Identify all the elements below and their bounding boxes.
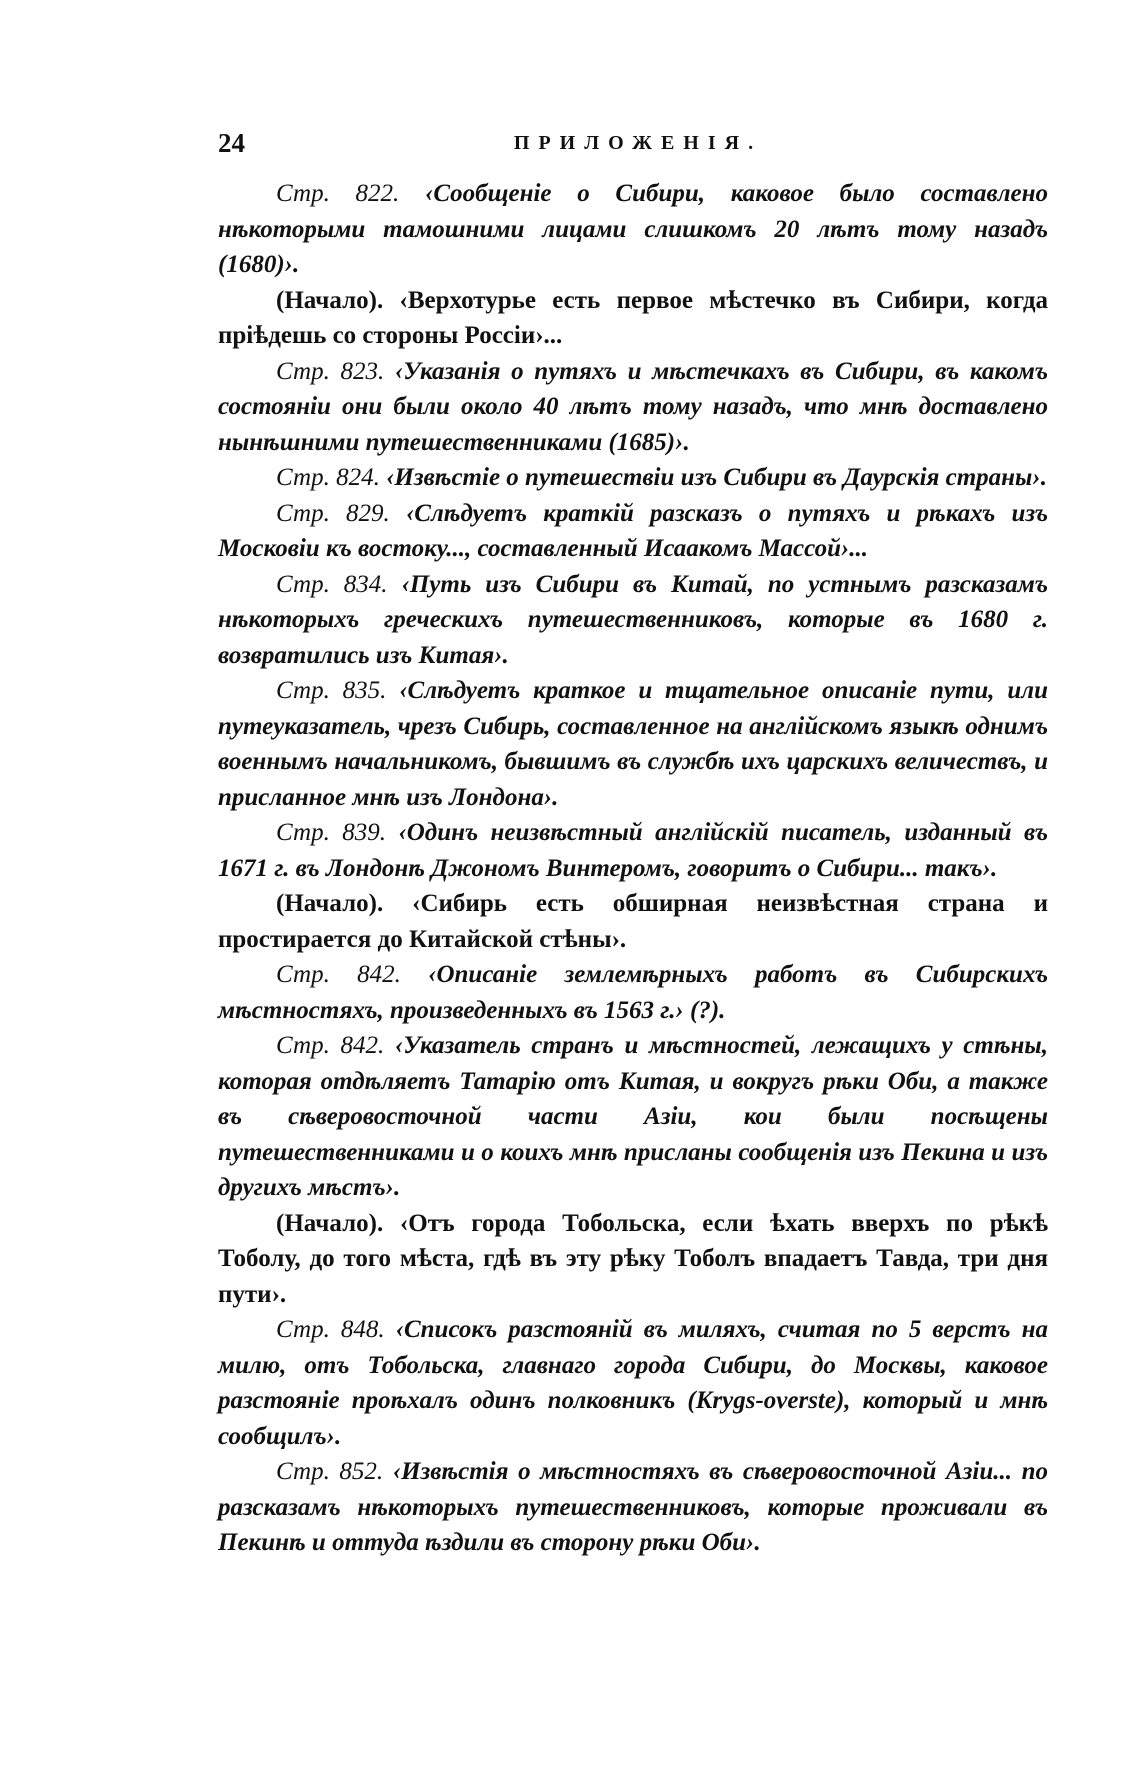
quote-text: ‹Отъ города Тобольска, если ѣхать вверхъ по рѣкѣ Тоболу, до того мѣста, гдѣ въ эту рѣку Тоболъ впадаетъ Тавда, три дня пути›. xyxy=(218,1209,1049,1308)
entry-title: ‹Путь изъ Сибири въ Китай, по устнымъ разсказамъ нѣкоторыхъ греческихъ путешественниковъ, которые въ 1680 г. возвратились изъ Китая›. xyxy=(218,570,1048,669)
entry-paragraph xyxy=(218,673,1048,815)
page-reference: Стр. 824. xyxy=(276,464,380,491)
page-reference: Стр. 823. xyxy=(276,357,385,385)
quote-paragraph xyxy=(218,886,1048,957)
entry-title: ‹Указанія о путяхъ и мѣстечкахъ въ Сибири, въ какомъ состояніи они были около 40 лѣтъ тому назадъ, что мнѣ доставлено нынѣшними путешественниками (1685)›. xyxy=(218,357,1048,456)
entry-title: ‹Описаніе землемѣрныхъ работъ въ Сибирскихъ мѣстностяхъ, произведенныхъ въ 1563 г.› (?). xyxy=(218,961,1048,1024)
quote-label: (Начало). xyxy=(276,1209,384,1237)
page-reference: Стр. 842. xyxy=(276,961,401,988)
page-reference: Стр. 842. xyxy=(276,1032,385,1059)
quote-label: (Начало). xyxy=(276,890,384,917)
entry-title: ‹Списокъ разстояній въ миляхъ, считая по 5 верстъ на милю, отъ Тобольска, главнаго города Сибири, до Москвы, каковое разстояніе проѣхалъ одинъ полковникъ (Krygs-overste), который и мнѣ сообщилъ›. xyxy=(218,1316,1048,1450)
entry-title: ‹Слѣдуетъ краткій разсказъ о путяхъ и рѣкахъ изъ Московіи къ востоку..., составленный Исаакомъ Массой›... xyxy=(218,499,1048,562)
entry-title: ‹Одинъ неизвѣстный англійскій писатель, изданный въ 1671 г. въ Лондонѣ Джономъ Винтеромъ, говоритъ о Сибири... такъ›. xyxy=(218,819,1048,882)
page-reference: Стр. 829. xyxy=(276,499,390,527)
entry-title: ‹Указатель странъ и мѣстностей, лежащихъ у стѣны, которая отдѣляетъ Татарію отъ Китая, и вокругъ рѣки Оби, а также въ сѣверовосточной части Азіи, кои были посѣщены путешественниками и о коихъ мнѣ присланы сообщенія изъ Пекина и изъ другихъ мѣстъ›. xyxy=(218,1032,1048,1201)
entry-paragraph xyxy=(218,1312,1048,1454)
entry-title: ‹Слѣдуетъ краткое и тщательное описаніе пути, или путеуказатель, чрезъ Сибирь, составленное на англійскомъ языкѣ однимъ военнымъ начальникомъ, бывшимъ въ службѣ ихъ царскихъ величествъ, и присланное мнѣ изъ Лондона›. xyxy=(218,677,1048,811)
page-body xyxy=(218,176,1048,1561)
entry-paragraph xyxy=(218,496,1048,567)
quote-text: ‹Верхотурье есть первое мѣстечко въ Сибири, когда пріѣдешь со стороны Россіи›... xyxy=(218,286,1049,349)
entry-paragraph xyxy=(218,957,1048,1028)
page-header xyxy=(218,128,1058,168)
page-reference: Стр. 834. xyxy=(276,570,388,598)
page-reference: Стр. 848. xyxy=(276,1316,385,1343)
entry-paragraph xyxy=(218,1454,1048,1561)
entry-paragraph xyxy=(218,176,1048,283)
entry-paragraph xyxy=(218,354,1048,461)
running-title: ПРИЛОЖЕНІЯ. xyxy=(513,132,763,154)
entry-title: ‹Извѣстіе о путешествіи изъ Сибири въ Даурскія страны›. xyxy=(386,464,1047,491)
entry-title: ‹Извѣстія о мѣстностяхъ въ сѣверовосточной Азіи... по разсказамъ нѣкоторыхъ путешественниковъ, которые проживали въ Пекинѣ и оттуда ѣздили въ сторону рѣки Оби›. xyxy=(218,1458,1048,1556)
entry-paragraph xyxy=(218,1028,1048,1206)
page-reference: Стр. 839. xyxy=(276,819,386,846)
page-reference: Стр. 852. xyxy=(276,1458,384,1485)
entry-paragraph xyxy=(218,460,1048,496)
page-reference: Стр. 835. xyxy=(276,677,387,704)
page-number: 24 xyxy=(218,128,245,158)
entry-paragraph xyxy=(218,567,1048,674)
entry-title: ‹Сообщеніе о Сибири, каковое было составлено нѣкоторыми тамошними лицами слишкомъ 20 лѣтъ тому назадъ (1680)›. xyxy=(218,180,1048,278)
quote-paragraph xyxy=(218,1206,1048,1313)
quote-paragraph xyxy=(218,283,1048,354)
entry-paragraph xyxy=(218,815,1048,886)
quote-label: (Начало). xyxy=(276,286,384,314)
page-reference: Стр. 822. xyxy=(276,180,400,207)
quote-text: ‹Сибирь есть обширная неизвѣстная страна и простирается до Китайской стѣны›. xyxy=(218,890,1049,953)
